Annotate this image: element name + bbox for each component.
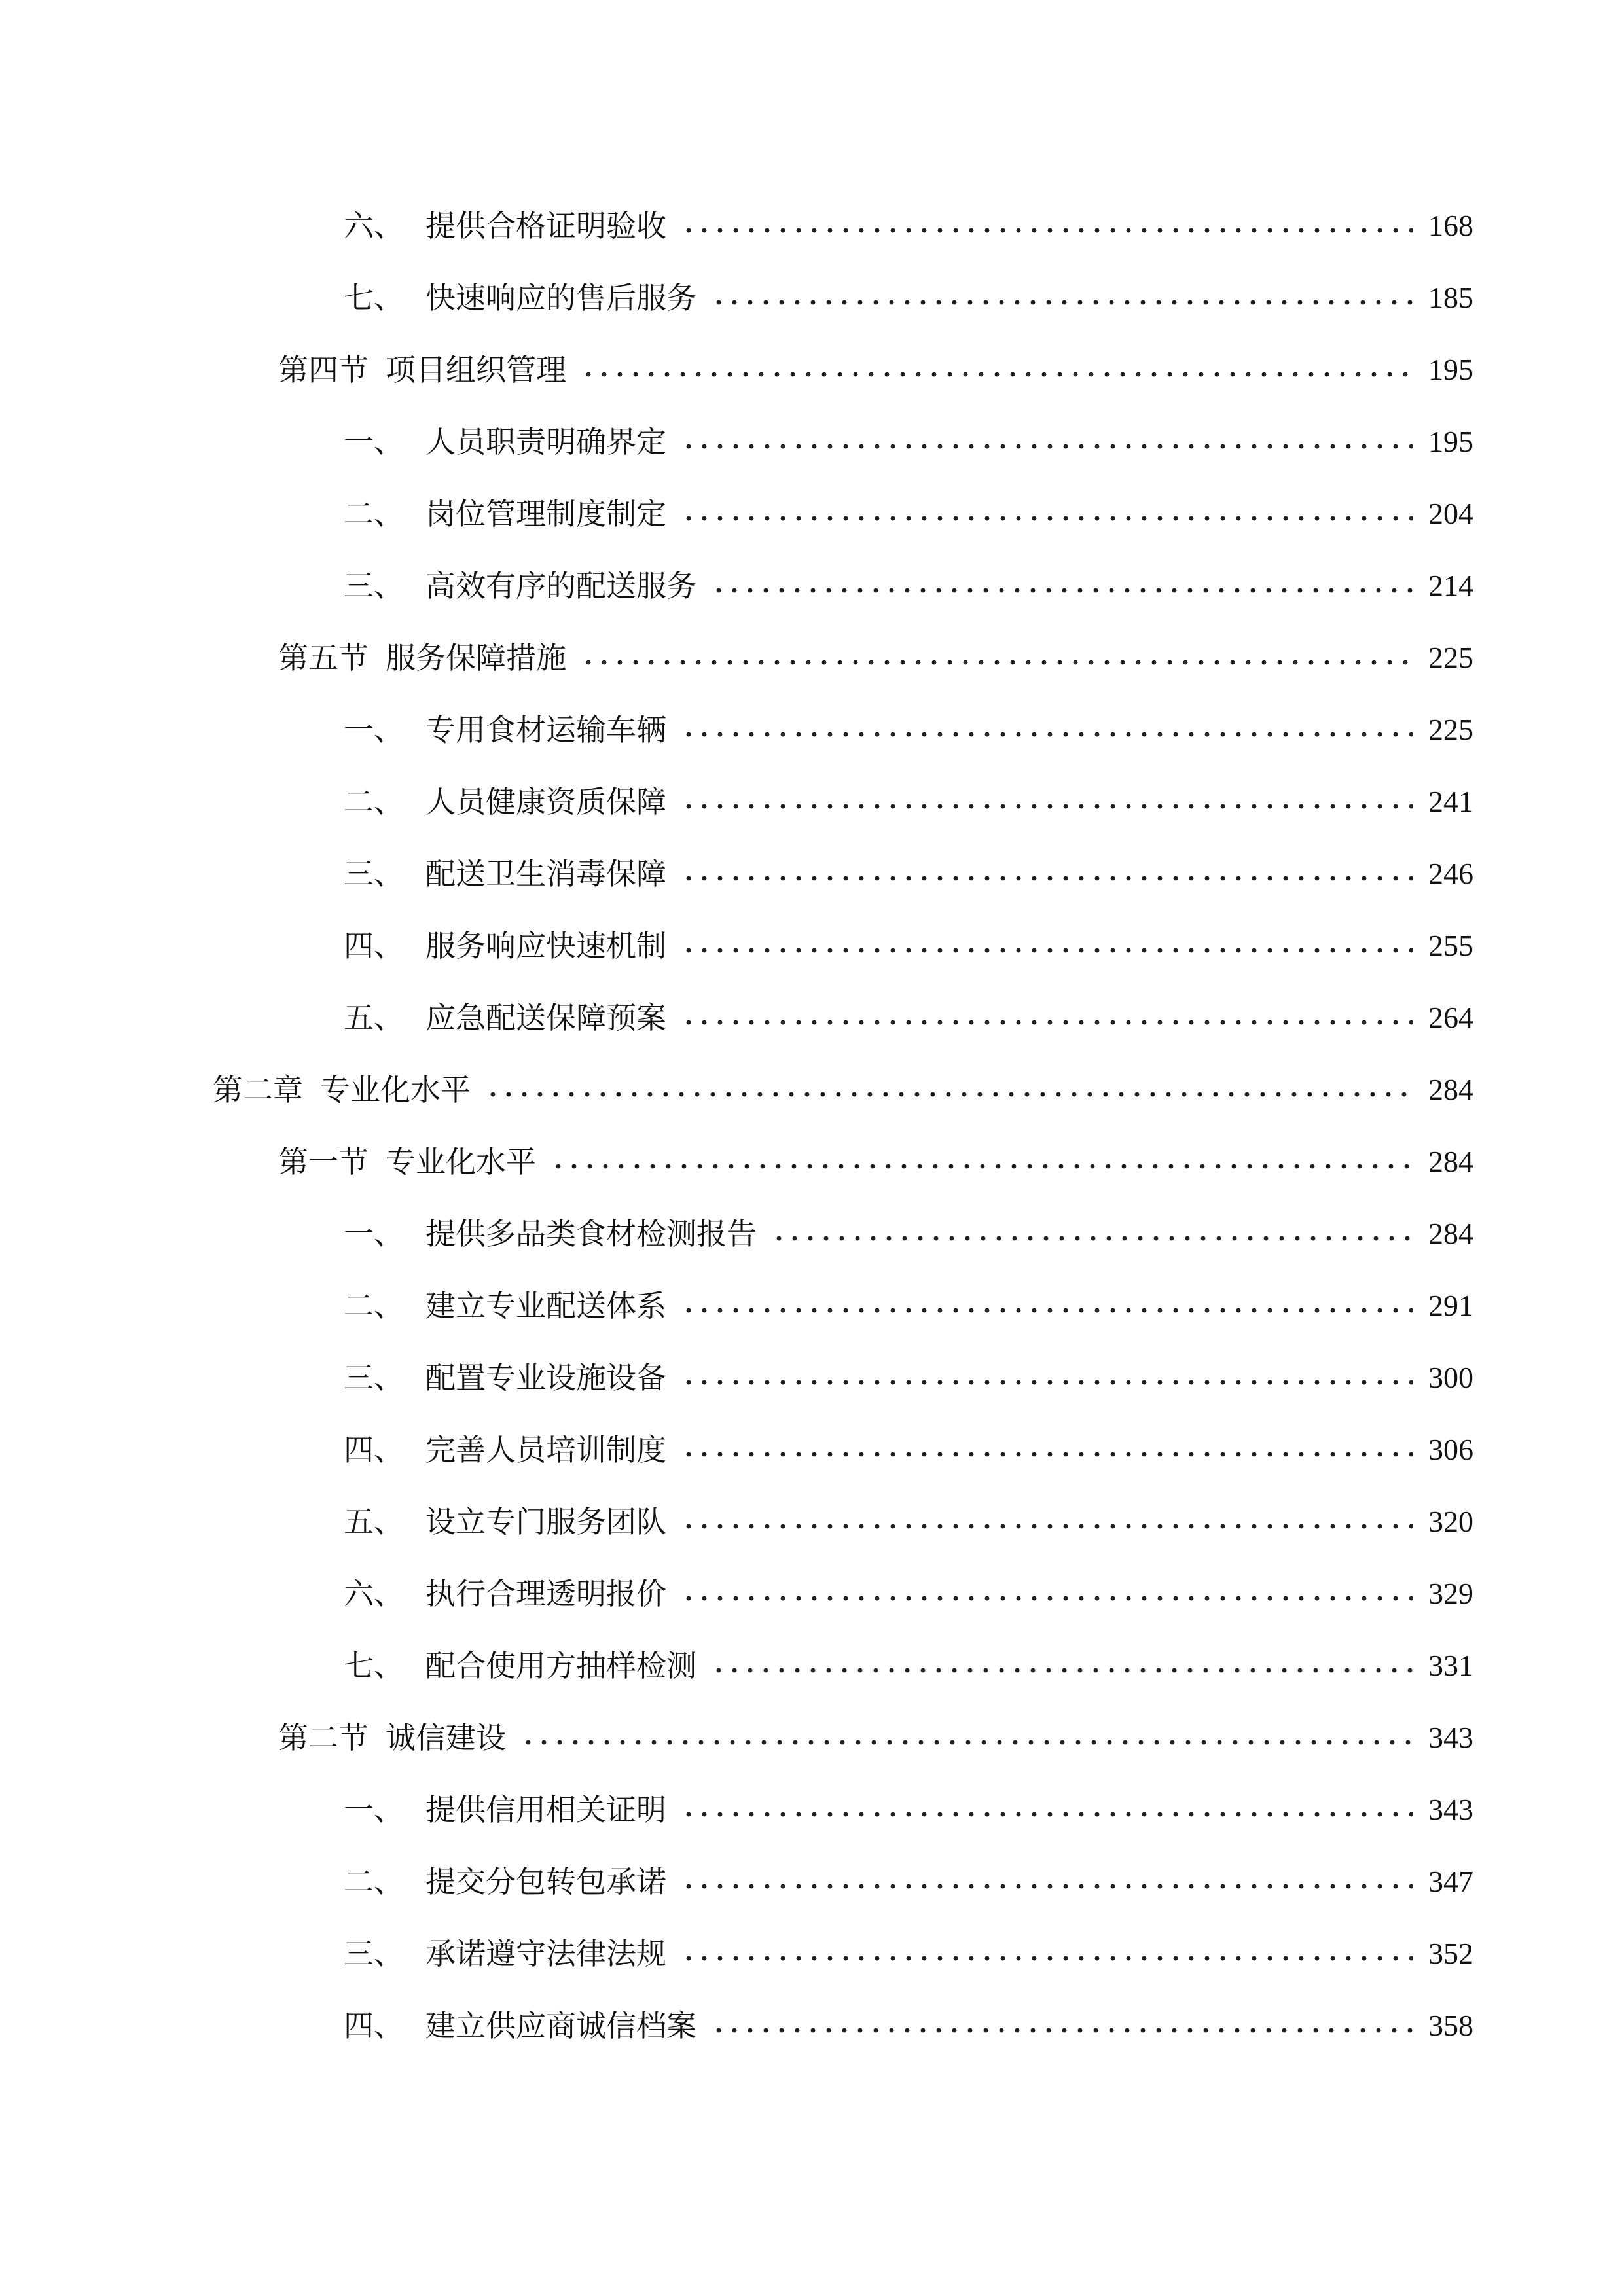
table-of-contents xyxy=(0,190,1624,2062)
toc-entry-page-number: 195 xyxy=(1428,353,1473,386)
dot-leader xyxy=(711,587,1413,594)
toc-entry-number: 第一节 xyxy=(278,1144,369,1179)
toc-entry-number: 三、 xyxy=(344,856,404,891)
dot-leader xyxy=(681,1811,1413,1818)
toc-entry-title: 专用食材运输车辆 xyxy=(425,712,666,747)
toc-entry-title: 应急配送保障预案 xyxy=(425,1000,666,1035)
toc-entry-number: 四、 xyxy=(344,1432,404,1467)
dot-leader xyxy=(711,2027,1413,2034)
toc-entry-title: 完善人员培训制度 xyxy=(425,1432,666,1467)
dot-leader xyxy=(681,803,1413,810)
toc-entry-number: 五、 xyxy=(344,1504,404,1539)
toc-entry-page-number: 306 xyxy=(1428,1433,1473,1466)
toc-entry-title: 配置专业设施设备 xyxy=(425,1360,666,1395)
toc-entry-title: 建立专业配送体系 xyxy=(425,1288,666,1323)
toc-entry-number: 一、 xyxy=(344,424,404,459)
toc-entry-page-number: 225 xyxy=(1428,713,1473,746)
toc-entry-title: 配送卫生消毒保障 xyxy=(425,856,666,891)
toc-entry-title: 提供信用相关证明 xyxy=(425,1792,666,1827)
toc-entry-title: 配合使用方抽样检测 xyxy=(425,1648,696,1683)
toc-entry[interactable] xyxy=(0,1630,1624,1702)
toc-entry-number: 七、 xyxy=(344,280,404,315)
toc-entry[interactable] xyxy=(0,1918,1624,1990)
toc-entry-number: 六、 xyxy=(344,208,404,243)
toc-entry-number: 三、 xyxy=(344,568,404,603)
toc-entry[interactable] xyxy=(0,1774,1624,1846)
toc-entry-page-number: 358 xyxy=(1428,2009,1473,2042)
toc-entry[interactable] xyxy=(0,694,1624,766)
toc-entry-number: 四、 xyxy=(344,2008,404,2043)
toc-entry-title: 岗位管理制度制定 xyxy=(425,496,666,531)
toc-entry-page-number: 185 xyxy=(1428,281,1473,314)
dot-leader xyxy=(711,299,1413,306)
toc-entry-title: 快速响应的售后服务 xyxy=(425,280,696,315)
dot-leader xyxy=(581,659,1413,666)
toc-entry-page-number: 168 xyxy=(1428,209,1473,242)
toc-entry-title: 提供多品类食材检测报告 xyxy=(425,1216,757,1251)
toc-entry-number: 二、 xyxy=(344,496,404,531)
toc-entry-title: 服务保障措施 xyxy=(386,640,566,675)
toc-entry[interactable] xyxy=(0,1846,1624,1918)
toc-entry-page-number: 195 xyxy=(1428,425,1473,458)
toc-entry[interactable] xyxy=(0,190,1624,262)
toc-entry-number: 二、 xyxy=(344,784,404,819)
toc-entry[interactable] xyxy=(0,1486,1624,1558)
toc-entry-title: 诚信建设 xyxy=(386,1720,506,1755)
toc-entry[interactable] xyxy=(0,334,1624,406)
toc-entry-number: 三、 xyxy=(344,1360,404,1395)
toc-entry-number: 五、 xyxy=(344,1000,404,1035)
dot-leader xyxy=(771,1235,1413,1242)
dot-leader xyxy=(681,1955,1413,1962)
toc-entry-title: 专业化水平 xyxy=(320,1072,471,1107)
toc-entry-title: 专业化水平 xyxy=(386,1144,536,1179)
toc-entry-title: 提交分包转包承诺 xyxy=(425,1864,666,1899)
toc-entry-number: 一、 xyxy=(344,1792,404,1827)
toc-entry-number: 六、 xyxy=(344,1576,404,1611)
dot-leader xyxy=(681,1523,1413,1530)
toc-entry[interactable] xyxy=(0,1342,1624,1414)
toc-entry[interactable] xyxy=(0,1702,1624,1774)
toc-entry-title: 人员健康资质保障 xyxy=(425,784,666,819)
toc-entry-title: 承诺遵守法律法规 xyxy=(425,1936,666,1971)
dot-leader xyxy=(681,443,1413,450)
toc-entry-number: 二、 xyxy=(344,1864,404,1899)
toc-entry-title: 提供合格证明验收 xyxy=(425,208,666,243)
toc-entry[interactable] xyxy=(0,478,1624,550)
dot-leader xyxy=(681,1883,1413,1890)
dot-leader xyxy=(681,1595,1413,1602)
toc-entry[interactable] xyxy=(0,1054,1624,1126)
toc-entry-page-number: 352 xyxy=(1428,1937,1473,1970)
toc-entry-page-number: 300 xyxy=(1428,1361,1473,1394)
toc-entry[interactable] xyxy=(0,910,1624,982)
toc-entry-title: 高效有序的配送服务 xyxy=(425,568,696,603)
toc-entry-number: 四、 xyxy=(344,928,404,963)
toc-entry[interactable] xyxy=(0,406,1624,478)
toc-entry[interactable] xyxy=(0,1126,1624,1198)
dot-leader xyxy=(681,875,1413,882)
dot-leader xyxy=(681,1451,1413,1458)
dot-leader xyxy=(681,947,1413,954)
dot-leader xyxy=(711,1667,1413,1674)
toc-entry-page-number: 331 xyxy=(1428,1649,1473,1682)
toc-entry-page-number: 291 xyxy=(1428,1289,1473,1322)
dot-leader xyxy=(681,1307,1413,1314)
dot-leader xyxy=(681,515,1413,522)
toc-entry-title: 人员职责明确界定 xyxy=(425,424,666,459)
toc-entry-page-number: 241 xyxy=(1428,785,1473,818)
dot-leader xyxy=(681,1019,1413,1026)
toc-entry[interactable] xyxy=(0,1270,1624,1342)
dot-leader xyxy=(550,1163,1413,1170)
toc-entry[interactable] xyxy=(0,1414,1624,1486)
toc-entry-title: 建立供应商诚信档案 xyxy=(425,2008,696,2043)
dot-leader xyxy=(485,1091,1413,1098)
toc-entry[interactable] xyxy=(0,1198,1624,1270)
toc-entry[interactable] xyxy=(0,550,1624,622)
toc-entry-page-number: 225 xyxy=(1428,641,1473,674)
toc-entry[interactable] xyxy=(0,622,1624,694)
toc-entry-number: 第二章 xyxy=(213,1072,303,1107)
dot-leader xyxy=(581,371,1413,378)
toc-entry[interactable] xyxy=(0,838,1624,910)
toc-entry-page-number: 284 xyxy=(1428,1145,1473,1178)
toc-entry[interactable] xyxy=(0,1990,1624,2062)
dot-leader xyxy=(681,227,1413,234)
toc-entry-number: 七、 xyxy=(344,1648,404,1683)
dot-leader xyxy=(681,1379,1413,1386)
dot-leader xyxy=(520,1739,1413,1746)
toc-entry-title: 服务响应快速机制 xyxy=(425,928,666,963)
toc-entry-number: 第五节 xyxy=(278,640,369,675)
toc-entry-page-number: 204 xyxy=(1428,497,1473,530)
toc-entry-number: 三、 xyxy=(344,1936,404,1971)
toc-entry-page-number: 284 xyxy=(1428,1073,1473,1106)
toc-entry-page-number: 284 xyxy=(1428,1217,1473,1250)
toc-entry-page-number: 320 xyxy=(1428,1505,1473,1538)
toc-entry[interactable] xyxy=(0,766,1624,838)
toc-entry-page-number: 329 xyxy=(1428,1577,1473,1610)
toc-entry-number: 一、 xyxy=(344,1216,404,1251)
toc-entry-page-number: 264 xyxy=(1428,1001,1473,1034)
toc-entry-number: 二、 xyxy=(344,1288,404,1323)
toc-entry-number: 第四节 xyxy=(278,352,369,387)
toc-entry-page-number: 214 xyxy=(1428,569,1473,602)
toc-entry-page-number: 343 xyxy=(1428,1793,1473,1826)
dot-leader xyxy=(681,731,1413,738)
toc-entry-number: 一、 xyxy=(344,712,404,747)
toc-entry-title: 项目组织管理 xyxy=(386,352,566,387)
toc-entry-page-number: 246 xyxy=(1428,857,1473,890)
toc-entry-page-number: 343 xyxy=(1428,1721,1473,1754)
toc-entry-page-number: 255 xyxy=(1428,929,1473,962)
toc-entry[interactable] xyxy=(0,262,1624,334)
toc-entry-title: 设立专门服务团队 xyxy=(425,1504,666,1539)
toc-entry-page-number: 347 xyxy=(1428,1865,1473,1898)
toc-entry-title: 执行合理透明报价 xyxy=(425,1576,666,1611)
toc-entry[interactable] xyxy=(0,982,1624,1054)
toc-entry[interactable] xyxy=(0,1558,1624,1630)
toc-entry-number: 第二节 xyxy=(278,1720,369,1755)
